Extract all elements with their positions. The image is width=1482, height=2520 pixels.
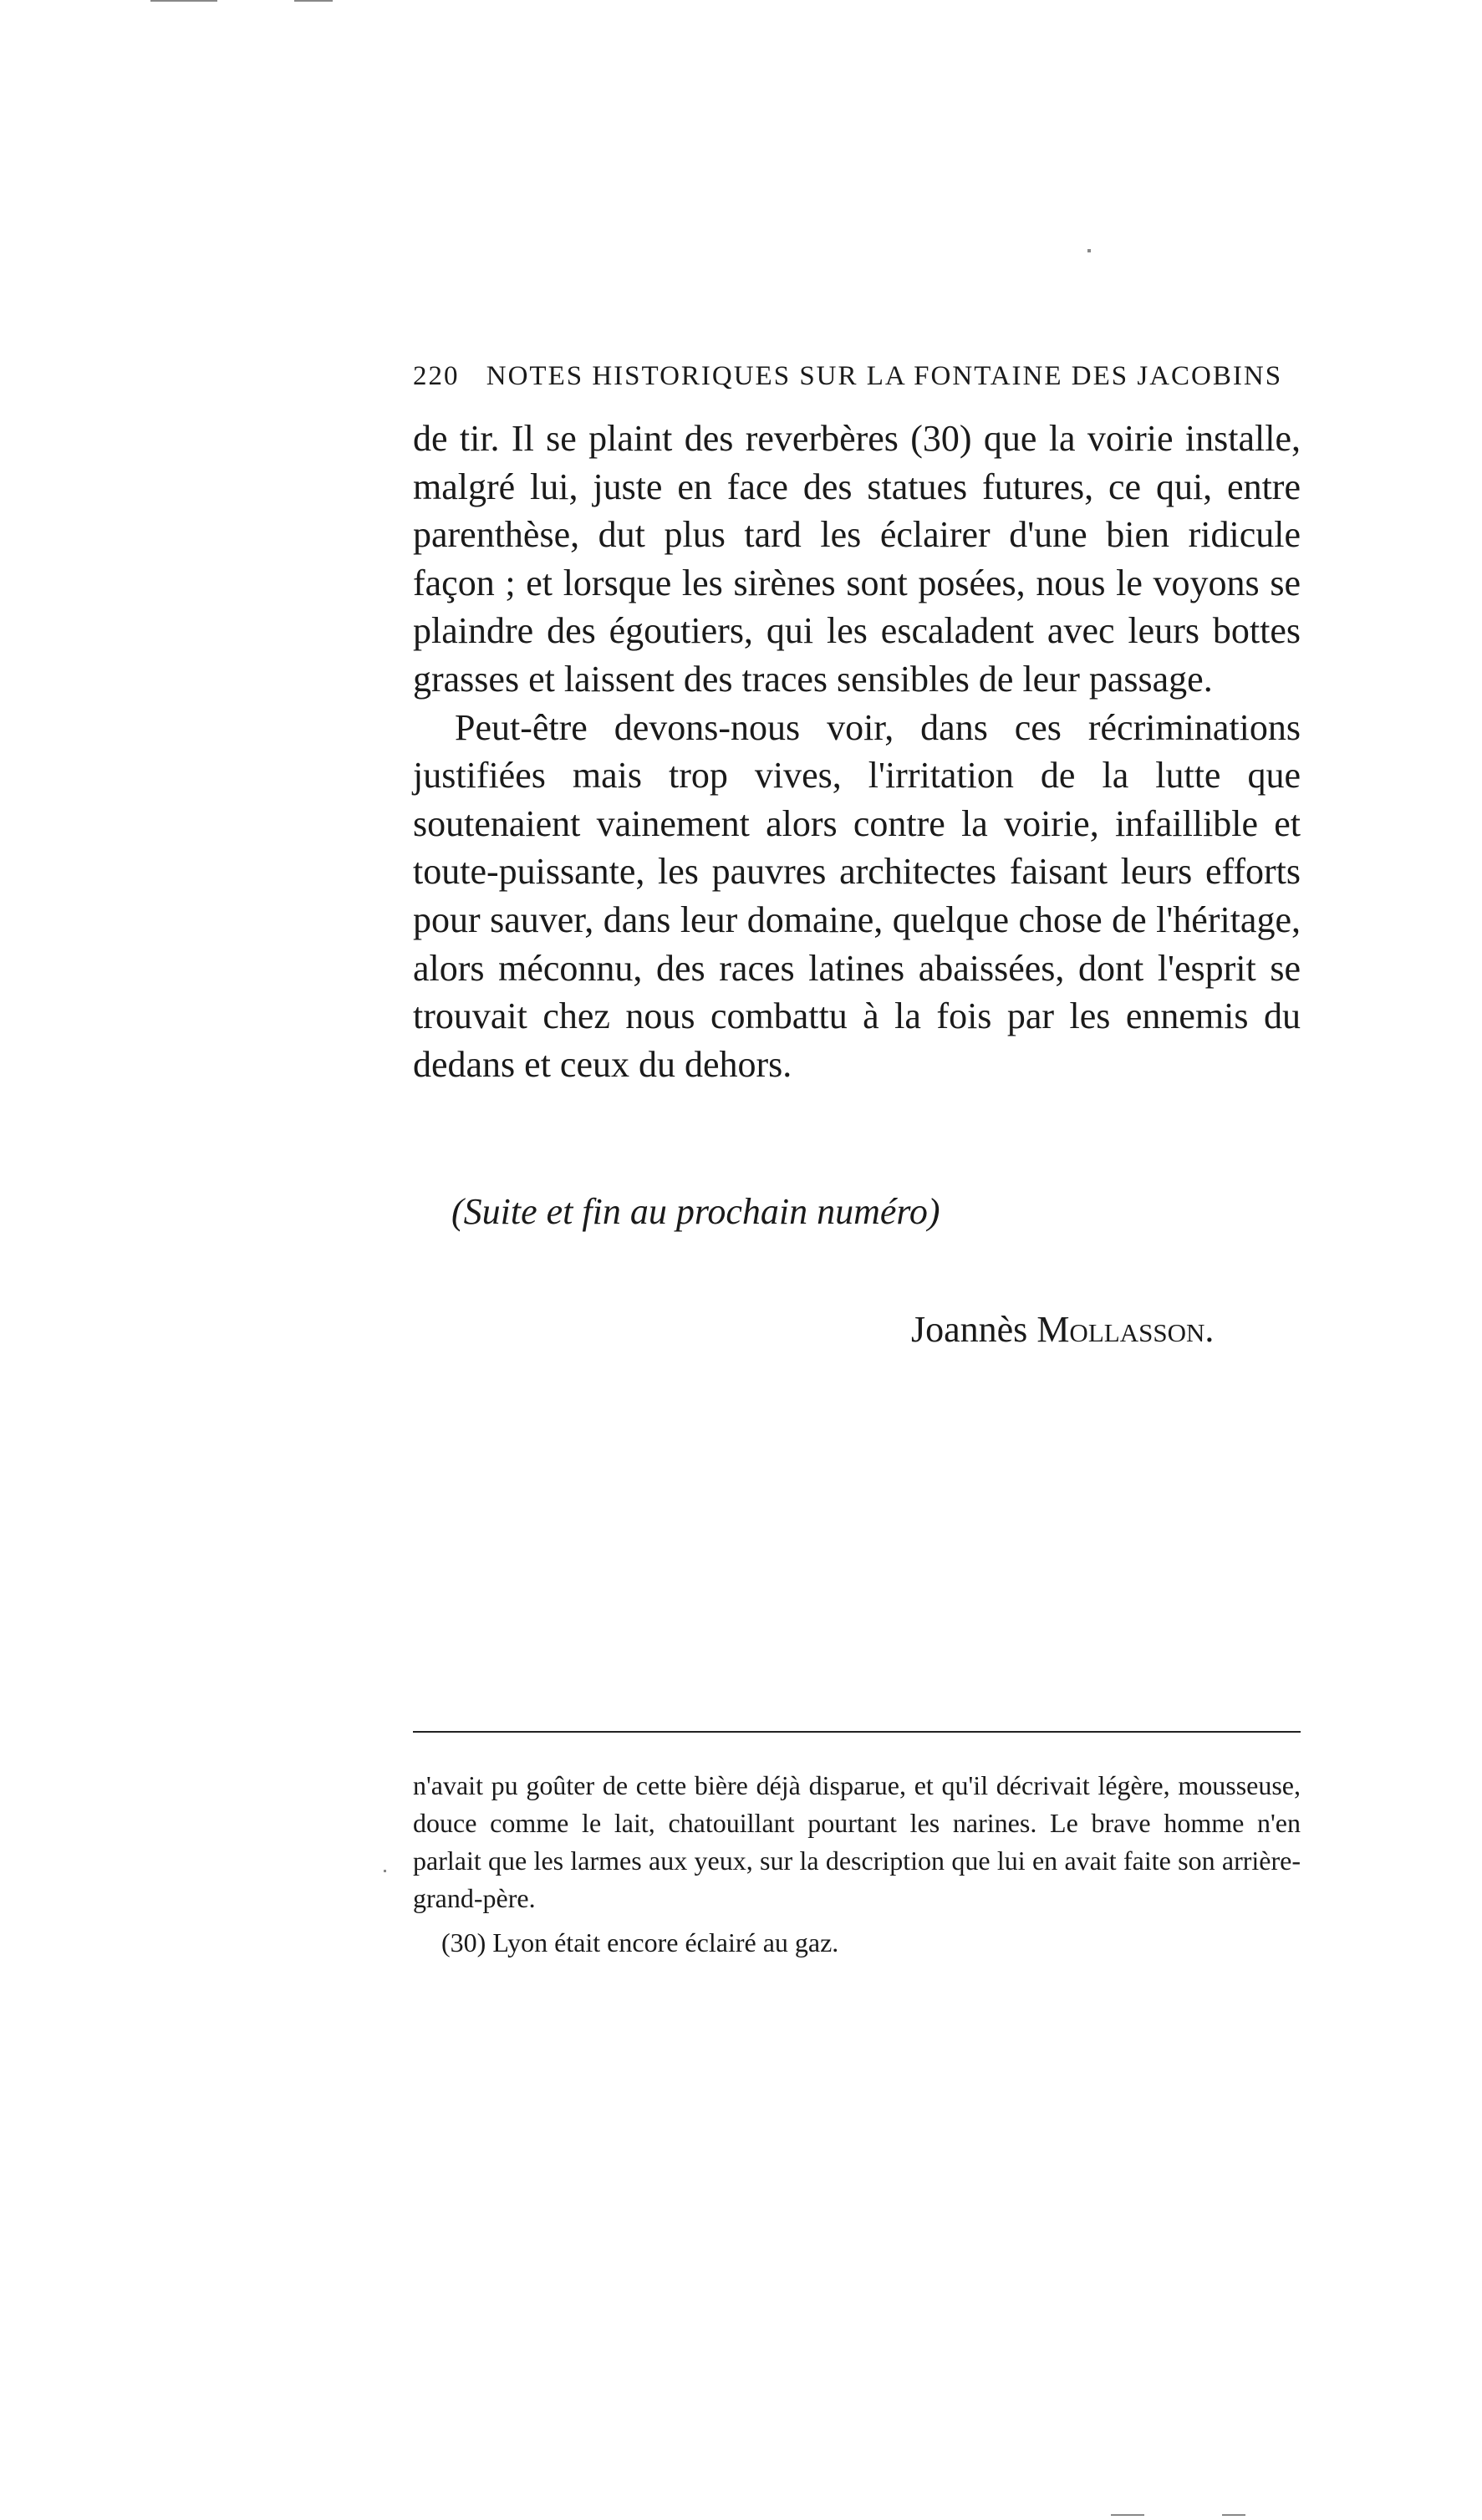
scan-speck [294, 0, 333, 2]
running-title: NOTES HISTORIQUES SUR LA FONTAINE DES JACOBINS [486, 361, 1283, 391]
scan-speck [150, 0, 217, 2]
paragraph-2: Peut-être devons-nous voir, dans ces récriminations justifiées mais trop vives, l'irritation de la lutte que soutenaient vainement alors contre la voirie, infaillible et toute-puissante, les pauvres architectes faisant leurs efforts pour sauver, dans leur domaine, quelque chose de l'héritage, alors méconnu, des races latines abaissées, dont l'esprit se trouvait chez nous combattu à la fois par les ennemis du dedans et ceux du dehors. [413, 706, 1301, 1085]
paragraph-1: de tir. Il se plaint des reverbères (30) que la voirie installe, malgré lui, juste en face des statues futures, ce qui, entre parenthèse, dut plus tard les éclairer d'une bien ridicule façon ; et lorsque les sirènes sont posées, nous le voyons se plaindre des égoutiers, qui les escaladent avec leurs bottes grasses et laissent des traces sensibles de leur passage. [413, 418, 1301, 700]
author-surname: Mollasson. [1036, 1309, 1215, 1350]
running-header [413, 361, 1301, 392]
continued-note: (Suite et fin au prochain numéro) [451, 1191, 940, 1232]
scan-speck [1087, 249, 1091, 252]
author-first-name: Joannès [911, 1309, 1028, 1350]
scan-speck [1222, 2514, 1245, 2516]
page-number: 220 [413, 361, 460, 391]
footnote-rule [413, 1731, 1301, 1733]
scan-speck [384, 1870, 386, 1872]
footnotes [413, 1767, 1301, 1962]
body-text [413, 415, 1301, 1088]
footnote-30: (30) Lyon était encore éclairé au gaz. [441, 1927, 839, 1957]
footnote-continuation: n'avait pu goûter de cette bière déjà disparue, et qu'il décrivait légère, mousseuse, douce comme le lait, chatouillant pourtant les narines. Le brave homme n'en parlait que les larmes aux yeux, sur la description que lui en avait faite son arrière-grand-père. [413, 1770, 1301, 1913]
scan-speck [1111, 2514, 1144, 2516]
author-signature [911, 1308, 1214, 1351]
